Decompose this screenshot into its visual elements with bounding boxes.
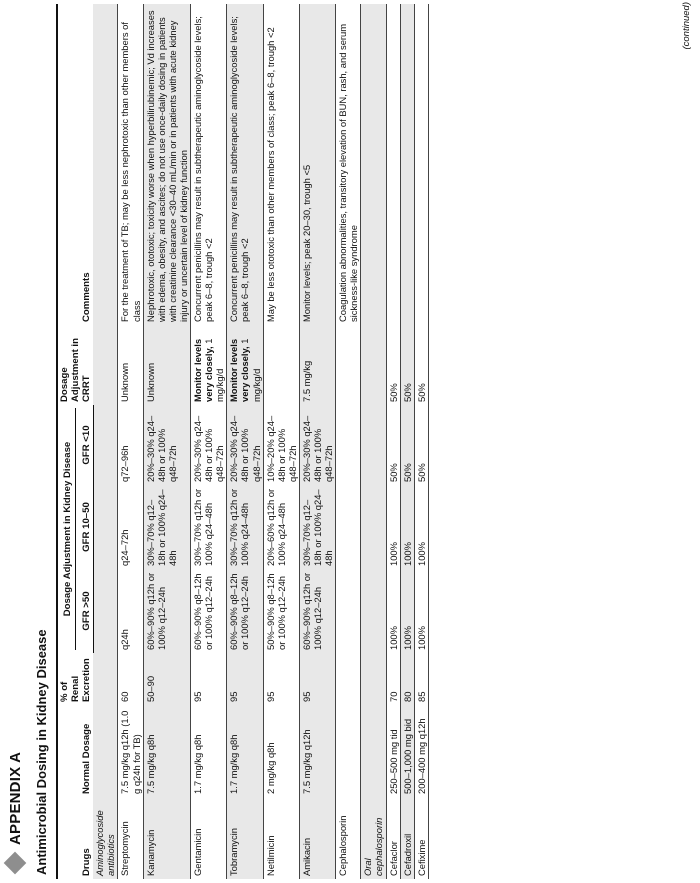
renal-excretion: 60	[118, 653, 143, 705]
comments: Coagulation abnormalities, transitory elevation of BUN, rash, and serum sickness-like syndrome	[336, 4, 361, 325]
crrt-adjustment: Unknown	[118, 325, 143, 405]
gfr-lt10: 10%–20% q24–48h or 100% q48–72h	[263, 405, 299, 485]
header-gfr-gt50: GFR >50	[78, 569, 94, 653]
table-row	[143, 4, 190, 879]
header-normal-dosage: Normal Dosage	[57, 705, 93, 797]
normal-dosage: 7.5 mg/kg q12h (1.0 g q24h for TB)	[118, 705, 143, 797]
renal-excretion: 70	[386, 653, 400, 705]
normal-dosage: 500–1,000 mg bid	[400, 705, 414, 797]
gfr-10-50: 30%–70% q12h or 100% q24–48h	[227, 485, 263, 569]
comments: For the treatment of TB; may be less nephrotoxic than other members of class	[118, 4, 143, 325]
appendix-label: APPENDIX A	[6, 751, 24, 845]
renal-excretion: 95	[191, 653, 227, 705]
drug-name: Cefaclor	[386, 797, 400, 879]
drug-name: Gentamicin	[191, 797, 227, 879]
crrt-adjustment: 50%	[414, 325, 428, 405]
comments: Concurrent penicillins may result in subtherapeutic aminoglycoside levels; peak 6–8, trough <2	[191, 4, 227, 325]
normal-dosage: 1.7 mg/kg q8h	[191, 705, 227, 797]
gfr-lt10: 50%	[386, 405, 400, 485]
header-crrt: Dosage Adjustment in CRRT	[57, 325, 93, 405]
gfr-10-50: 100%	[386, 485, 400, 569]
normal-dosage: 7.5 mg/kg q8h	[143, 705, 190, 797]
crrt-adjustment	[263, 325, 299, 405]
header-dosage-adjustment-label: Dosage Adjustment in Kidney Disease	[62, 408, 76, 650]
drug-name: Amikacin	[299, 797, 335, 879]
crrt-adjustment	[191, 325, 227, 405]
header-drugs: Drugs	[57, 797, 93, 879]
table-row	[414, 4, 428, 879]
comments: May be less ototoxic than other members of class; peak 6–8, trough <2	[263, 4, 299, 325]
category-row	[93, 4, 118, 879]
drug-name: Tobramycin	[227, 797, 263, 879]
gfr-10-50: 20%–60% q12h or 100% q24–48h	[263, 485, 299, 569]
normal-dosage: 250–500 mg tid	[386, 705, 400, 797]
table-row	[227, 4, 263, 879]
diamond-icon	[4, 852, 27, 875]
table-row	[336, 4, 361, 879]
comments: Concurrent penicillins may result in subtherapeutic aminoglycoside levels; peak 6–8, trough <2	[227, 4, 263, 325]
gfr-lt10: 50%	[400, 405, 414, 485]
gfr-lt10: 20%–30% q24–48h or 100% q48–72h	[227, 405, 263, 485]
gfr-gt50: 60%–90% q8–12h or 100% q12–24h	[191, 569, 227, 653]
renal-excretion: 95	[227, 653, 263, 705]
gfr-lt10: 20%–30% q24–48h or 100% q48–72h	[191, 405, 227, 485]
gfr-gt50: 50%–90% q8–12h or 100% q12–24h	[263, 569, 299, 653]
comments: Monitor levels; peak 20–30, trough <5	[299, 4, 335, 325]
crrt-monitor-note: Monitor levels very closely,	[228, 338, 251, 402]
category-aminoglycoside: Aminoglycoside antibiotics	[93, 797, 118, 879]
gfr-gt50: 100%	[414, 569, 428, 653]
gfr-10-50: q24–72h	[118, 485, 143, 569]
appendix-heading	[4, 752, 26, 877]
crrt-adjustment: 7.5 mg/kg	[299, 325, 335, 405]
gfr-gt50: 60%–90% q12h or 100% q12–24h	[299, 569, 335, 653]
category-row	[361, 4, 386, 879]
crrt-adjustment: Unknown	[143, 325, 190, 405]
table-title: Antimicrobial Dosing in Kidney Disease	[34, 629, 49, 875]
drug-name: Cefadroxil	[400, 797, 414, 879]
crrt-adjustment: 50%	[386, 325, 400, 405]
drug-name: Netilmicin	[263, 797, 299, 879]
drug-name: Kanamycin	[143, 797, 190, 879]
gfr-gt50: 60%–90% q8–12h or 100% q12–24h	[227, 569, 263, 653]
dosing-table	[56, 4, 429, 879]
header-comments: Comments	[57, 4, 93, 325]
table-row	[191, 4, 227, 879]
normal-dosage: 200–400 mg q12h	[414, 705, 428, 797]
normal-dosage: 2 mg/kg q8h	[263, 705, 299, 797]
renal-excretion: 50–90	[143, 653, 190, 705]
gfr-10-50: 100%	[400, 485, 414, 569]
continued-note: (continued)	[681, 2, 692, 50]
normal-dosage: 1.7 mg/kg q8h	[227, 705, 263, 797]
drug-name: Cephalosporin	[336, 797, 361, 879]
comments: Nephrotoxic, ototoxic; toxicity worse when hyperbilirubinemic; Vd increases with edema, obesity, and ascites; do not use once-daily dosing in patients with creatinine clearance <30–40 mL/min or in patients with acute kidney injury or uncertain level of kidney function	[143, 4, 190, 325]
drug-name: Streptomycin	[118, 797, 143, 879]
gfr-10-50: 30%–70% q12–18h or 100% q24–48h	[299, 485, 335, 569]
table-row	[118, 4, 143, 879]
gfr-lt10: 50%	[414, 405, 428, 485]
crrt-adjustment	[227, 325, 263, 405]
table-row	[386, 4, 400, 879]
renal-excretion: 95	[263, 653, 299, 705]
gfr-10-50: 30%–70% q12–18h or 100% q24–48h	[143, 485, 190, 569]
table-row	[299, 4, 335, 879]
crrt-dose: 1 mg/kg/d	[203, 338, 226, 402]
normal-dosage: 7.5 mg/kg q12h	[299, 705, 335, 797]
renal-excretion: 95	[299, 653, 335, 705]
renal-excretion: 80	[400, 653, 414, 705]
table-row	[263, 4, 299, 879]
gfr-gt50: 100%	[400, 569, 414, 653]
gfr-lt10: 20%–30% q24–48h or 100% q48–72h	[299, 405, 335, 485]
category-oral-cephalosporin: Oral cephalosporin	[361, 797, 386, 879]
table-row	[400, 4, 414, 879]
gfr-gt50: 100%	[386, 569, 400, 653]
gfr-gt50: q24h	[118, 569, 143, 653]
header-renal-excretion: % of Renal Excretion	[57, 653, 93, 705]
gfr-lt10: 20%–30% q24–48h or 100% q48–72h	[143, 405, 190, 485]
renal-excretion: 85	[414, 653, 428, 705]
crrt-adjustment: 50%	[400, 325, 414, 405]
drug-name: Cefixime	[414, 797, 428, 879]
gfr-lt10: q72–96h	[118, 405, 143, 485]
gfr-10-50: 30%–70% q12h or 100% q24–48h	[191, 485, 227, 569]
header-dosage-adjustment	[57, 405, 78, 653]
header-gfr-10-50: GFR 10–50	[78, 485, 94, 569]
header-gfr-lt10: GFR <10	[78, 405, 94, 485]
crrt-monitor-note: Monitor levels very closely,	[192, 338, 215, 402]
crrt-dose: 1 mg/kg/d	[239, 338, 262, 402]
gfr-gt50: 60%–90% q12h or 100% q12–24h	[143, 569, 190, 653]
gfr-10-50: 100%	[414, 485, 428, 569]
